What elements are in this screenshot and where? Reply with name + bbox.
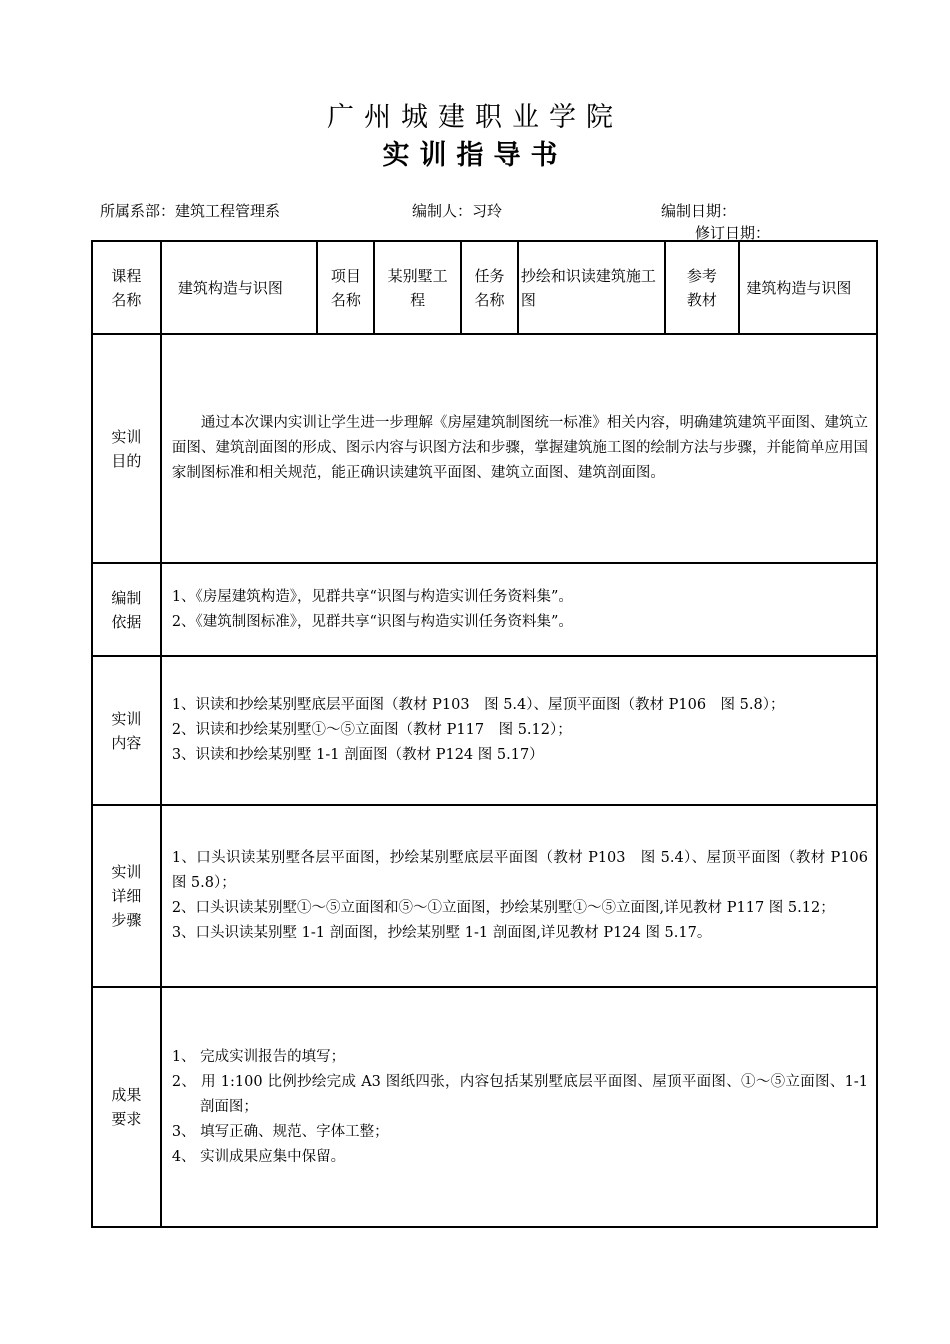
- guide-table: [91, 240, 883, 1228]
- basis-label-text: 编制 依据: [111, 588, 142, 631]
- content-line: 3、识读和抄绘某别墅 1-1 剖面图（教材 P124 图 5.17）: [171, 747, 544, 763]
- course-name-value: 建筑构造与识图: [161, 241, 318, 334]
- project-name-label-text: 项目 名称: [330, 266, 361, 309]
- section-row-purpose: [92, 334, 877, 563]
- requirements-line: 1、 完成实训报告的填写；: [171, 1048, 346, 1065]
- requirements-line: 4、 实训成果应集中保留。: [171, 1148, 346, 1165]
- purpose-label: [92, 334, 161, 563]
- reference-value: 建筑构造与识图: [739, 241, 877, 334]
- requirements-label: [92, 987, 161, 1227]
- institution-title: 广州城建职业学院: [327, 102, 623, 133]
- task-name-value: 抄绘和识读建筑施工图: [518, 241, 665, 334]
- content-label: [92, 656, 161, 805]
- purpose-content: [161, 334, 877, 563]
- steps-line: 2、口头识读某别墅①～⑤立面图和⑤～①立面图，抄绘某别墅①～⑤立面图,详见教材 P117 图 5.12；: [171, 900, 835, 916]
- header-row: [92, 241, 877, 334]
- requirements-label-text: 成果 要求: [111, 1086, 142, 1128]
- date-field: 编制日期：: [661, 202, 737, 220]
- section-row-basis: [92, 563, 877, 656]
- project-name-value-text: 某别墅工 程: [387, 266, 448, 309]
- requirements-content: [161, 987, 877, 1227]
- steps-line: 1、口头识读某别墅各层平面图，抄绘某别墅底层平面图（教材 P103 图 5.4）、屋顶平面图（教材 P106 图 5.8）；: [171, 850, 883, 891]
- requirements-line: 2、 用 1:100 比例抄绘完成 A3 图纸四张，内容包括某别墅底层平面图、屋顶平面图、①～⑤立面图、1-1 剖面图；: [171, 1073, 868, 1115]
- section-row-content: [92, 656, 877, 805]
- revised-date-field: 修订日期：: [695, 224, 771, 242]
- content-line: 2、识读和抄绘某别墅①～⑤立面图（教材 P117 图 5.12）；: [171, 722, 572, 738]
- basis-label: [92, 563, 161, 656]
- task-name-label: [461, 241, 518, 334]
- course-name-label: [92, 241, 161, 334]
- content-line: 1、识读和抄绘某别墅底层平面图（教材 P103 图 5.4）、屋顶平面图（教材 P106 图 5.8）；: [171, 697, 785, 713]
- project-name-label: [317, 241, 374, 334]
- purpose-text: 通过本次课内实训让学生进一步理解《房屋建筑制图统一标准》相关内容，明确建筑建筑平面图、建筑立面图、建筑剖面图的形成、图示内容与识图方法和步骤，掌握建筑施工图的绘制方法与步骤，并能简单应用国家制图标准和相关规范，能正确识读建筑平面图、建筑立面图、建筑剖面图。: [171, 415, 868, 481]
- content-content: [161, 656, 877, 805]
- reference-label: [665, 241, 740, 334]
- steps-label-text: 实训 详细 步骤: [111, 863, 142, 929]
- requirements-line: 3、 填写正确、规范、字体工整；: [171, 1123, 389, 1140]
- section-row-requirements: [92, 987, 877, 1227]
- course-name-label-text: 课程 名称: [111, 266, 142, 309]
- department-field: 所属系部：建筑工程管理系: [100, 202, 281, 220]
- steps-label: [92, 805, 161, 987]
- basis-content: [161, 563, 877, 656]
- document-title: 实训指导书: [382, 140, 568, 171]
- basis-line: 1、《房屋建筑构造》，见群共享“识图与构造实训任务资料集”。: [171, 588, 573, 605]
- task-name-label-text: 任务 名称: [474, 266, 505, 309]
- project-name-value: [374, 241, 461, 334]
- reference-label-text: 参考 教材: [686, 266, 717, 309]
- purpose-label-text: 实训 目的: [111, 427, 142, 470]
- steps-content: [161, 805, 883, 987]
- content-label-text: 实训 内容: [111, 709, 142, 752]
- basis-line: 2、《建筑制图标准》，见群共享“识图与构造实训任务资料集”。: [171, 613, 573, 630]
- author-field: 编制人：习玲: [412, 202, 503, 220]
- section-row-steps: [92, 805, 877, 987]
- steps-line: 3、口头识读某别墅 1-1 剖面图，抄绘某别墅 1-1 剖面图,详见教材 P124 图 5.17。: [171, 925, 712, 941]
